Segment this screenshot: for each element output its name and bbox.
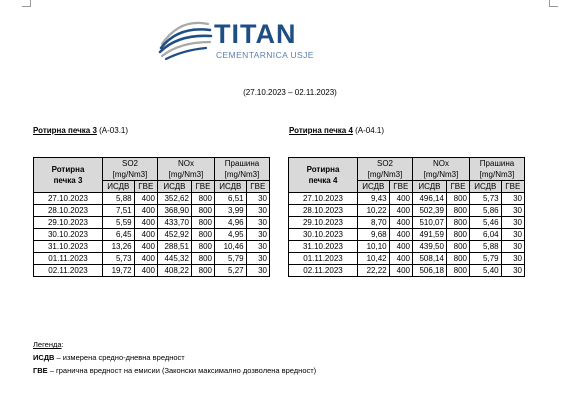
table-row <box>34 217 270 229</box>
kiln3-rows <box>34 193 270 277</box>
legend-desc: – гранична вредност на емисии (Законски максимално дозволена вредност) <box>47 366 317 375</box>
nox-value-cell: 491,59 <box>413 229 447 241</box>
legend <box>33 338 316 377</box>
legend-item-isdv <box>33 351 316 364</box>
dust-value-cell: 5,73 <box>470 193 502 205</box>
nox-value-cell: 510,07 <box>413 217 447 229</box>
legend-desc: – измерена средно-дневна вредност <box>54 353 185 362</box>
kiln4-caption <box>289 126 384 135</box>
kiln4-rows <box>289 193 525 277</box>
so2-limit-cell: 400 <box>134 265 157 277</box>
nox-header: NOx [mg/Nm3] <box>413 158 470 181</box>
nox-limit-cell: 800 <box>191 205 214 217</box>
so2-limit-cell: 400 <box>134 205 157 217</box>
dust-value-cell: 5,79 <box>470 253 502 265</box>
so2-value-cell: 5,88 <box>103 193 135 205</box>
dust-limit-cell: 30 <box>246 205 269 217</box>
table-row <box>289 265 525 277</box>
nox-limit-cell: 800 <box>446 217 469 229</box>
nox-limit-cell: 800 <box>446 241 469 253</box>
nox-value-cell: 352,62 <box>158 193 192 205</box>
legend-title: Легенда <box>33 340 62 349</box>
table-row <box>34 193 270 205</box>
legend-colon: : <box>61 340 64 349</box>
dust-value-cell: 10,46 <box>215 241 247 253</box>
nox-limit-cell: 800 <box>446 253 469 265</box>
nox-limit-cell: 800 <box>191 193 214 205</box>
so2-limit-cell: 400 <box>389 265 412 277</box>
nox-value-cell: 368,90 <box>158 205 192 217</box>
page-corner-mark-left <box>22 0 31 7</box>
nox-value-cell: 452,92 <box>158 229 192 241</box>
date-cell: 29.10.2023 <box>289 217 358 229</box>
dust-header: Прашина [mg/Nm3] <box>215 158 270 181</box>
so2-value-cell: 6,45 <box>103 229 135 241</box>
date-cell: 31.10.2023 <box>289 241 358 253</box>
dust-limit-cell: 30 <box>246 229 269 241</box>
so2-header: SO2 [mg/Nm3] <box>358 158 413 181</box>
nox-value-cell: 502,39 <box>413 205 447 217</box>
so2-isdv-header: ИСДВ <box>103 181 135 193</box>
table-row <box>34 253 270 265</box>
nox-value-cell: 496,14 <box>413 193 447 205</box>
logo-subtitle: CEMENTARNICA USJE <box>216 50 314 60</box>
dust-limit-cell: 30 <box>246 217 269 229</box>
so2-header: SO2 [mg/Nm3] <box>103 158 158 181</box>
kiln3-caption-code: (А-03.1) <box>96 126 129 135</box>
date-cell: 28.10.2023 <box>34 205 103 217</box>
so2-limit-cell: 400 <box>134 241 157 253</box>
nox-isdv-header: ИСДВ <box>158 181 192 193</box>
kiln4-row-header: Ротирна печка 4 <box>289 158 358 193</box>
dust-value-cell: 5,86 <box>470 205 502 217</box>
date-cell: 30.10.2023 <box>289 229 358 241</box>
dust-limit-cell: 30 <box>501 253 524 265</box>
dust-limit-cell: 30 <box>501 205 524 217</box>
dust-limit-cell: 30 <box>246 253 269 265</box>
nox-header: NOx [mg/Nm3] <box>158 158 215 181</box>
dust-limit-cell: 30 <box>501 193 524 205</box>
date-cell: 27.10.2023 <box>289 193 358 205</box>
so2-value-cell: 10,22 <box>358 205 390 217</box>
date-cell: 30.10.2023 <box>34 229 103 241</box>
so2-limit-cell: 400 <box>389 241 412 253</box>
dust-value-cell: 5,46 <box>470 217 502 229</box>
so2-value-cell: 13,26 <box>103 241 135 253</box>
dust-value-cell: 4,96 <box>215 217 247 229</box>
so2-limit-cell: 400 <box>389 217 412 229</box>
dust-value-cell: 5,40 <box>470 265 502 277</box>
nox-value-cell: 408,22 <box>158 265 192 277</box>
date-cell: 02.11.2023 <box>289 265 358 277</box>
nox-value-cell: 445,32 <box>158 253 192 265</box>
table-row <box>289 193 525 205</box>
report-period: (27.10.2023 – 02.11.2023) <box>243 88 337 97</box>
dust-limit-cell: 30 <box>246 265 269 277</box>
nox-gve-header: ГВЕ <box>446 181 469 193</box>
dust-limit-cell: 30 <box>246 193 269 205</box>
titan-logo <box>156 14 336 62</box>
nox-limit-cell: 800 <box>191 241 214 253</box>
so2-limit-cell: 400 <box>389 229 412 241</box>
so2-value-cell: 8,70 <box>358 217 390 229</box>
so2-value-cell: 9,43 <box>358 193 390 205</box>
dust-limit-cell: 30 <box>501 241 524 253</box>
nox-limit-cell: 800 <box>446 265 469 277</box>
legend-item-gve <box>33 364 316 377</box>
so2-value-cell: 10,10 <box>358 241 390 253</box>
table-row <box>34 229 270 241</box>
so2-value-cell: 22,22 <box>358 265 390 277</box>
date-cell: 02.11.2023 <box>34 265 103 277</box>
table-row <box>289 229 525 241</box>
date-cell: 28.10.2023 <box>289 205 358 217</box>
kiln3-caption-name: Ротирна печка 3 <box>33 126 97 135</box>
so2-limit-cell: 400 <box>134 229 157 241</box>
nox-value-cell: 506,18 <box>413 265 447 277</box>
so2-value-cell: 5,59 <box>103 217 135 229</box>
so2-limit-cell: 400 <box>389 253 412 265</box>
dust-value-cell: 4,95 <box>215 229 247 241</box>
so2-limit-cell: 400 <box>389 205 412 217</box>
table-row <box>289 217 525 229</box>
nox-limit-cell: 800 <box>446 193 469 205</box>
legend-term: ИСДВ <box>33 353 55 362</box>
table-row <box>289 241 525 253</box>
so2-limit-cell: 400 <box>389 193 412 205</box>
date-cell: 01.11.2023 <box>289 253 358 265</box>
dust-value-cell: 5,27 <box>215 265 247 277</box>
nox-limit-cell: 800 <box>446 229 469 241</box>
dust-isdv-header: ИСДВ <box>470 181 502 193</box>
table-row <box>289 205 525 217</box>
nox-value-cell: 508,14 <box>413 253 447 265</box>
so2-value-cell: 7,51 <box>103 205 135 217</box>
so2-value-cell: 5,73 <box>103 253 135 265</box>
date-cell: 29.10.2023 <box>34 217 103 229</box>
nox-limit-cell: 800 <box>191 229 214 241</box>
kiln4-caption-name: Ротирна печка 4 <box>289 126 353 135</box>
dust-limit-cell: 30 <box>501 217 524 229</box>
titan-swirl-icon <box>156 14 216 62</box>
so2-isdv-header: ИСДВ <box>358 181 390 193</box>
date-cell: 31.10.2023 <box>34 241 103 253</box>
nox-value-cell: 433,70 <box>158 217 192 229</box>
so2-limit-cell: 400 <box>134 217 157 229</box>
nox-isdv-header: ИСДВ <box>413 181 447 193</box>
table-row <box>34 241 270 253</box>
dust-value-cell: 3,99 <box>215 205 247 217</box>
nox-limit-cell: 800 <box>191 265 214 277</box>
so2-gve-header: ГВЕ <box>134 181 157 193</box>
so2-gve-header: ГВЕ <box>389 181 412 193</box>
legend-term: ГВЕ <box>33 366 48 375</box>
table-row <box>34 265 270 277</box>
so2-value-cell: 10,42 <box>358 253 390 265</box>
nox-limit-cell: 800 <box>191 217 214 229</box>
dust-value-cell: 5,88 <box>470 241 502 253</box>
dust-value-cell: 6,51 <box>215 193 247 205</box>
dust-limit-cell: 30 <box>246 241 269 253</box>
dust-gve-header: ГВЕ <box>246 181 269 193</box>
so2-limit-cell: 400 <box>134 193 157 205</box>
dust-value-cell: 6,04 <box>470 229 502 241</box>
nox-limit-cell: 800 <box>446 205 469 217</box>
table-row <box>34 205 270 217</box>
nox-value-cell: 439,50 <box>413 241 447 253</box>
legend-title-line <box>33 338 316 351</box>
kiln4-emissions-table <box>288 157 525 277</box>
date-cell: 01.11.2023 <box>34 253 103 265</box>
dust-header: Прашина [mg/Nm3] <box>470 158 525 181</box>
dust-gve-header: ГВЕ <box>501 181 524 193</box>
so2-value-cell: 9,68 <box>358 229 390 241</box>
date-cell: 27.10.2023 <box>34 193 103 205</box>
nox-limit-cell: 800 <box>191 253 214 265</box>
nox-value-cell: 288,51 <box>158 241 192 253</box>
so2-limit-cell: 400 <box>134 253 157 265</box>
kiln4-caption-code: (А-04.1) <box>352 126 385 135</box>
logo-brand: TITAN <box>214 19 297 49</box>
nox-gve-header: ГВЕ <box>191 181 214 193</box>
page-corner-mark-right <box>549 0 558 7</box>
kiln3-row-header: Ротирна печка 3 <box>34 158 103 193</box>
dust-isdv-header: ИСДВ <box>215 181 247 193</box>
dust-value-cell: 5,79 <box>215 253 247 265</box>
kiln3-emissions-table <box>33 157 270 277</box>
kiln3-caption <box>33 126 128 135</box>
table-row <box>289 253 525 265</box>
so2-value-cell: 19,72 <box>103 265 135 277</box>
dust-limit-cell: 30 <box>501 229 524 241</box>
dust-limit-cell: 30 <box>501 265 524 277</box>
